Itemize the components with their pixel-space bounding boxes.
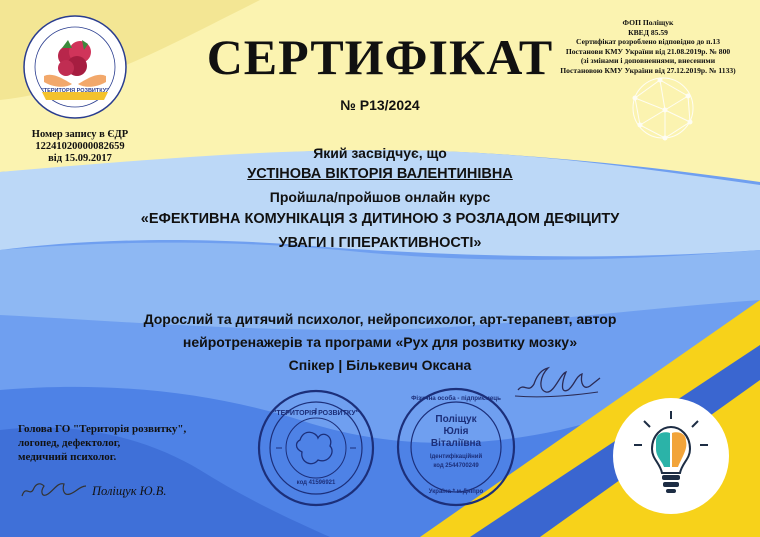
speaker-signature — [510, 360, 605, 405]
recipient-name-text: УСТІНОВА ВІКТОРІЯ ВАЛЕНТИНІВНА — [247, 166, 513, 182]
course-title-line2: УВАГИ І ГІПЕРАКТИВНОСТІ» — [278, 235, 482, 251]
head-signature — [18, 478, 90, 504]
legal-line: Постановою КМУ України від 27.12.2019р. № 1133) — [560, 65, 736, 75]
recipient-name — [0, 166, 760, 182]
stamp-code-label: Ідентифікаційний — [429, 454, 483, 460]
stamp-center-text: "ТЕРИТОРІЯ РОЗВИТКУ" — [273, 410, 359, 417]
legal-line: Постанови КМУ України від 21.08.2019р. № 800 — [565, 46, 731, 56]
legal-line: (зі змінами і доповненнями, внесеними — [580, 56, 716, 66]
head-title: Голова ГО "Територія розвитку", — [18, 423, 187, 435]
speaker-line: Спікер | Бількевич Оксана — [288, 357, 472, 373]
stamp-bottom-text: Україна * м.Дніпро — [428, 489, 484, 495]
registry-number: 12241020000082659 — [35, 141, 125, 152]
stamp-name — [415, 414, 497, 450]
head-position: логопед, дефектолог, — [18, 437, 121, 449]
logo-text: "ТЕРИТОРІЯ РОЗВИТКУ" — [41, 88, 109, 94]
organization-stamp — [256, 388, 376, 508]
testifies-text: Який засвідчує, що — [313, 145, 447, 161]
stamp-name-line: Віталіївна — [430, 438, 482, 449]
stamp-code: код 2544700249 — [433, 463, 479, 469]
stamp-code: код 41596921 — [296, 480, 336, 486]
legal-line: Сертифікат розроблено відповідно до п.13 — [576, 37, 720, 47]
head-signature-name: Поліщук Ю.В. — [92, 484, 167, 498]
course-title-line1: «ЕФЕКТИВНА КОМУНІКАЦІЯ З ДИТИНОЮ З РОЗЛАДОМ ДЕФІЦИТУ — [140, 211, 620, 227]
completed-text: Пройшла/пройшов онлайн курс — [269, 189, 491, 205]
registry-date: від 15.09.2017 — [48, 153, 112, 164]
lightbulb-brain-icon — [612, 397, 730, 515]
speaker-description-line1: Дорослий та дитячий психолог, нейропсихолог, арт-терапевт, автор — [143, 311, 617, 327]
head-qualification: медичний психолог. — [18, 451, 117, 463]
head-signatory-block — [18, 422, 238, 464]
legal-line: ФОП Поліщук — [622, 18, 674, 27]
stamp-name-line: Юлія — [443, 426, 469, 437]
legal-line: КВЕД 85.59 — [628, 27, 668, 37]
speaker-description-line2: нейротренажерів та програми «Рух для розвитку мозку» — [182, 334, 578, 350]
stamp-name-line: Поліщук — [435, 414, 477, 425]
stamp-top-text: Фізична особа - підприємець — [411, 395, 501, 402]
stamp-graphic — [256, 388, 376, 508]
registry-label: Номер запису в ЄДР — [31, 129, 129, 140]
certificate-title: СЕРТИФІКАТ — [206, 29, 554, 85]
certificate-number: № Р13/2024 — [340, 97, 420, 113]
entrepreneur-stamp — [395, 386, 517, 508]
